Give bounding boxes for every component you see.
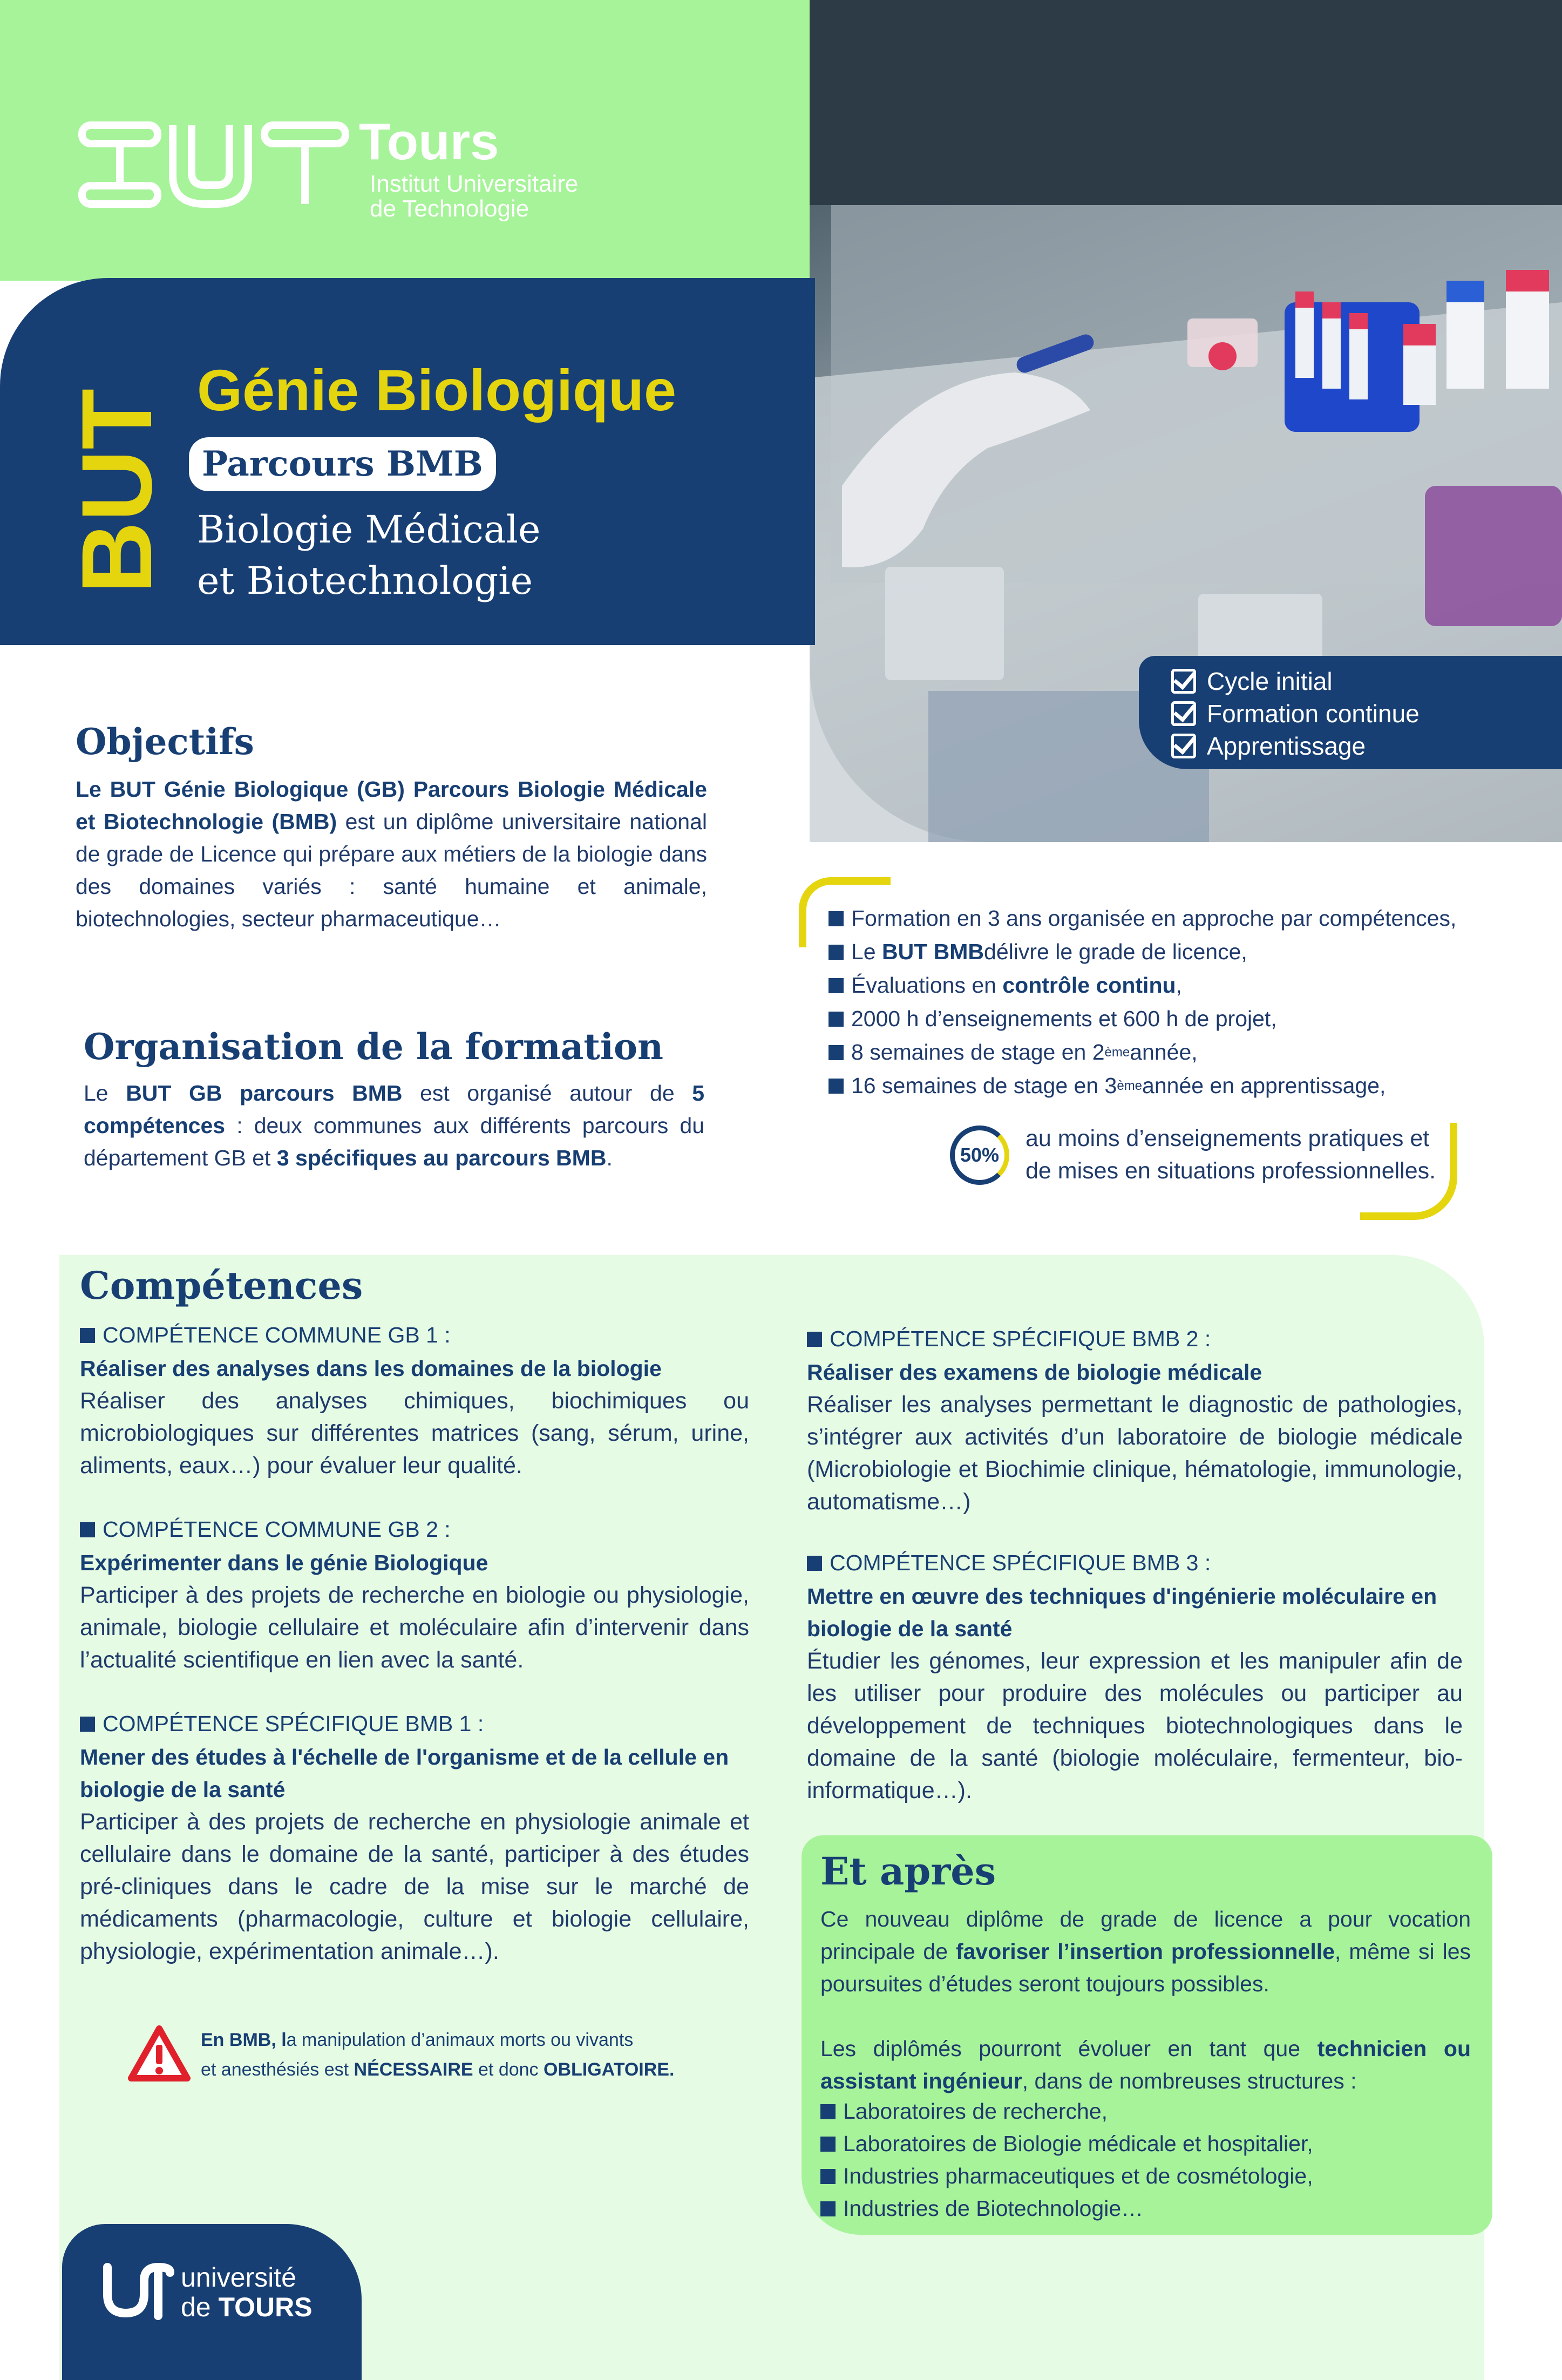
competence-title: Réaliser des analyses dans les domaines de la biologie: [80, 1356, 662, 1381]
tours-subtitle: [370, 172, 578, 221]
competence-header-text: COMPÉTENCE COMMUNE GB 1 :: [103, 1323, 451, 1347]
competence-header: [80, 1323, 749, 1348]
bullet-square-icon: [828, 1079, 844, 1094]
competence-header: [807, 1550, 1463, 1576]
competence-description: Participer à des projets de recherche en physiologie animale et cellulaire dans le domaine de la santé, participer à des études pré-cliniques dans le cadre de la mise sur le marché de médicaments (pharmacologie, culture et biologie cellulaire, physiologie, expérimentation animale…).: [80, 1809, 749, 1964]
formation-bullet: [828, 906, 1456, 931]
competence-header-text: COMPÉTENCE SPÉCIFIQUE BMB 2 :: [830, 1326, 1211, 1351]
bullet-square-icon: [80, 1328, 95, 1343]
formation-bullet: [828, 1006, 1277, 1032]
competence-header: [80, 1711, 749, 1737]
universite-label: université: [181, 2262, 296, 2293]
bullet-square-icon: [828, 911, 844, 926]
iut-logo-mark: [78, 121, 348, 208]
bullet-square-icon: [820, 2137, 836, 2152]
competence-description: Réaliser les analyses permettant le diagnostic de pathologies, s’intégrer aux activités d’un laboratoire de biologie médicale (Microbiologie et Biochimie clinique, hématologie, immunologie, automatisme…): [807, 1392, 1463, 1515]
et-apres-list-item: [820, 2164, 1313, 2189]
bullet-square-icon: [820, 2169, 836, 2184]
et-apres-list-text: Laboratoires de recherche,: [843, 2099, 1108, 2124]
formation-bullet: [828, 939, 1247, 965]
et-apres-paragraph-2: [820, 2032, 1471, 2097]
competence-header: [807, 1326, 1463, 1352]
universite-tours-logo-icon: [100, 2256, 175, 2324]
mode-label: Cycle initial: [1207, 667, 1333, 695]
organisation-text: Le: [84, 1081, 126, 1106]
competence-title: Mettre en œuvre des techniques d'ingénierie moléculaire en biologie de la santé: [807, 1584, 1437, 1641]
et-apres-list-text: Laboratoires de Biologie médicale et hospitalier,: [843, 2131, 1313, 2156]
et-apres-text: Ce nouveau diplôme de grade de licence a pour vocation principale de: [820, 1907, 1471, 1964]
competence-title: Mener des études à l'échelle de l'organisme et de la cellule en biologie de la santé: [80, 1745, 729, 1802]
competences-heading: Compétences: [80, 1263, 363, 1308]
superscript: ème: [1104, 1045, 1130, 1060]
bullet-square-icon: [80, 1522, 95, 1537]
tours-subtitle-line-1: Institut Universitaire: [370, 171, 579, 197]
program-subtitle-line-1: Biologie Médicale: [197, 507, 541, 552]
tours-title: Tours: [359, 113, 499, 171]
et-apres-heading: Et après: [820, 1849, 996, 1894]
et-apres-text: Les diplômés pourront évoluer en tant que: [820, 2036, 1317, 2061]
formation-bullet-text: 2000 h d’enseignements et 600 h de projet,: [851, 1006, 1277, 1031]
organisation-text: .: [606, 1145, 613, 1170]
competence-header-text: COMPÉTENCE COMMUNE GB 2 :: [103, 1517, 451, 1542]
formation-bullet: [828, 973, 1182, 998]
mode-item: [1171, 699, 1420, 728]
warning-bold: OBLIGATOIRE.: [544, 2059, 675, 2080]
de-tours-label: [181, 2291, 313, 2323]
but-vertical-svg: [62, 356, 173, 599]
warning-text: et anesthésiés est: [201, 2059, 354, 2080]
organisation-text: : deux communes aux différents parcours du département GB et: [84, 1113, 704, 1170]
percent-caption-line-1: au moins d’enseignements pratiques et: [1026, 1125, 1430, 1151]
bullet-square-icon: [828, 1045, 844, 1060]
formation-bullet-text: année,: [1130, 1040, 1198, 1064]
warning-line-1: [201, 2030, 633, 2051]
bullet-square-icon: [820, 2104, 836, 2119]
bullet-square-icon: [820, 2201, 836, 2216]
et-apres-list-item: [820, 2196, 1143, 2221]
superscript: ème: [1117, 1078, 1143, 1093]
et-apres-list-item: [820, 2099, 1108, 2124]
et-apres-list-text: Industries pharmaceutiques et de cosmétologie,: [843, 2164, 1313, 2188]
warning-bold: En BMB, l: [201, 2030, 287, 2050]
formation-bullet-text: délivre le grade de licence,: [984, 939, 1247, 964]
program-subtitle-line-2: et Biotechnologie: [197, 559, 533, 603]
formation-bullet: [828, 1040, 1198, 1065]
formation-bullet-bold: contrôle continu: [1002, 973, 1176, 998]
warning-bold: NÉCESSAIRE: [354, 2059, 473, 2080]
competence-header-text: COMPÉTENCE SPÉCIFIQUE BMB 1 :: [103, 1711, 484, 1736]
competence-header: [80, 1517, 749, 1542]
formation-bullet-text: ,: [1176, 973, 1182, 998]
parcours-badge: Parcours BMB: [189, 437, 496, 491]
iut-logo: [78, 121, 348, 211]
objectifs-heading: Objectifs: [76, 721, 254, 763]
percent-caption-line-2: de mises en situations professionnelles.: [1026, 1158, 1436, 1184]
competence-specifique-bmb2: [807, 1326, 1463, 1518]
formation-bullet-text: Le: [851, 939, 876, 964]
bullet-square-icon: [828, 978, 844, 993]
competence-title: Réaliser des examens de biologie médicale: [807, 1360, 1262, 1385]
formation-bullet: [828, 1073, 1386, 1099]
bullet-square-icon: [80, 1717, 95, 1732]
but-text: BUT: [62, 388, 173, 594]
warning-triangle-icon: [127, 2024, 192, 2084]
et-apres-bold: favoriser l’insertion professionnelle: [955, 1939, 1335, 1964]
competence-commune-gb1: [80, 1323, 749, 1482]
warning-line-2: [201, 2059, 674, 2080]
formation-bullet-text: Formation en 3 ans organisée en approche par compétences,: [851, 906, 1457, 931]
but-vertical-title: [62, 356, 173, 599]
organisation-bold: BUT GB parcours BMB: [126, 1081, 403, 1106]
formation-bullet-text: 8 semaines de stage en 2: [851, 1040, 1105, 1064]
objectifs-paragraph: [76, 773, 707, 935]
bullet-square-icon: [828, 945, 844, 960]
warning-text: a manipulation d’animaux morts ou vivants: [286, 2030, 634, 2050]
bullet-square-icon: [807, 1556, 822, 1571]
organisation-paragraph: [84, 1077, 704, 1174]
bullet-square-icon: [828, 1012, 844, 1027]
et-apres-text: , même si les poursuites d’études seront toujours possibles.: [820, 1939, 1471, 1996]
tours-label: TOURS: [218, 2292, 313, 2322]
organisation-heading: Organisation de la formation: [84, 1026, 663, 1068]
mode-item: [1171, 667, 1333, 696]
mode-label: Formation continue: [1207, 700, 1420, 728]
organisation-bold: 3 spécifiques au parcours BMB: [276, 1145, 607, 1170]
formation-bullet-text: 16 semaines de stage en 3: [851, 1073, 1117, 1098]
et-apres-paragraph-1: [820, 1903, 1471, 2000]
competence-commune-gb2: [80, 1517, 749, 1676]
objectifs-bold: Le BUT Génie Biologique (GB) Parcours Biologie Médicale et Biotechnologie (BMB): [76, 777, 707, 834]
et-apres-list-text: Industries de Biotechnologie…: [843, 2196, 1144, 2221]
objectifs-text: est un diplôme universitaire national de grade de Licence qui prépare aux métiers de la biologie dans des domaines variés : santé humaine et animale, biotechnologies, secteur pharmaceutique…: [76, 809, 707, 931]
formation-bullet-bold: BUT BMB: [882, 939, 984, 964]
competence-title: Expérimenter dans le génie Biologique: [80, 1550, 488, 1575]
fifty-percent-badge: 50%: [950, 1125, 1009, 1185]
et-apres-list-item: [820, 2131, 1313, 2157]
mode-item: [1171, 731, 1366, 761]
checkbox-checked-icon: [1171, 669, 1196, 694]
mode-label: Apprentissage: [1207, 732, 1366, 760]
warning-icon: [127, 2024, 192, 2086]
universite-tours-mark: [100, 2256, 175, 2321]
warning-text: et donc: [473, 2059, 544, 2080]
tours-subtitle-line-2: de Technologie: [370, 195, 529, 222]
competence-specifique-bmb3: [807, 1550, 1463, 1807]
organisation-bold: 5 compétences: [84, 1081, 705, 1138]
competence-description: Étudier les génomes, leur expression et les manipuler afin de les utiliser pour produire des molécules ou participer au développement de techniques biotechnologiques dans le domaine de la santé (biologie moléculaire, fermenteur, bio-informatique…).: [807, 1648, 1463, 1803]
formation-bullet-text: année en apprentissage,: [1142, 1073, 1386, 1098]
checkbox-checked-icon: [1171, 701, 1196, 726]
organisation-text: est organisé autour de: [402, 1081, 692, 1106]
bullet-square-icon: [807, 1332, 822, 1347]
formation-bullet-text: Évaluations en: [851, 973, 996, 998]
competence-description: Réaliser des analyses chimiques, biochimiques ou microbiologiques sur différentes matrices (sang, sérum, urine, aliments, eaux…) pour évaluer leur qualité.: [80, 1388, 749, 1479]
program-title: Génie Biologique: [197, 357, 677, 423]
et-apres-bold: technicien ou assistant ingénieur: [820, 2036, 1471, 2093]
checkbox-checked-icon: [1171, 734, 1196, 758]
de-label: de: [181, 2292, 219, 2322]
competence-specifique-bmb1: [80, 1711, 749, 1968]
competence-header-text: COMPÉTENCE SPÉCIFIQUE BMB 3 :: [830, 1550, 1211, 1575]
et-apres-text: , dans de nombreuses structures :: [1022, 2069, 1357, 2093]
competence-description: Participer à des projets de recherche en biologie ou physiologie, animale, biologie cellulaire et moléculaire afin d’intervenir dans l’actualité scientifique en lien avec la santé.: [80, 1582, 749, 1673]
